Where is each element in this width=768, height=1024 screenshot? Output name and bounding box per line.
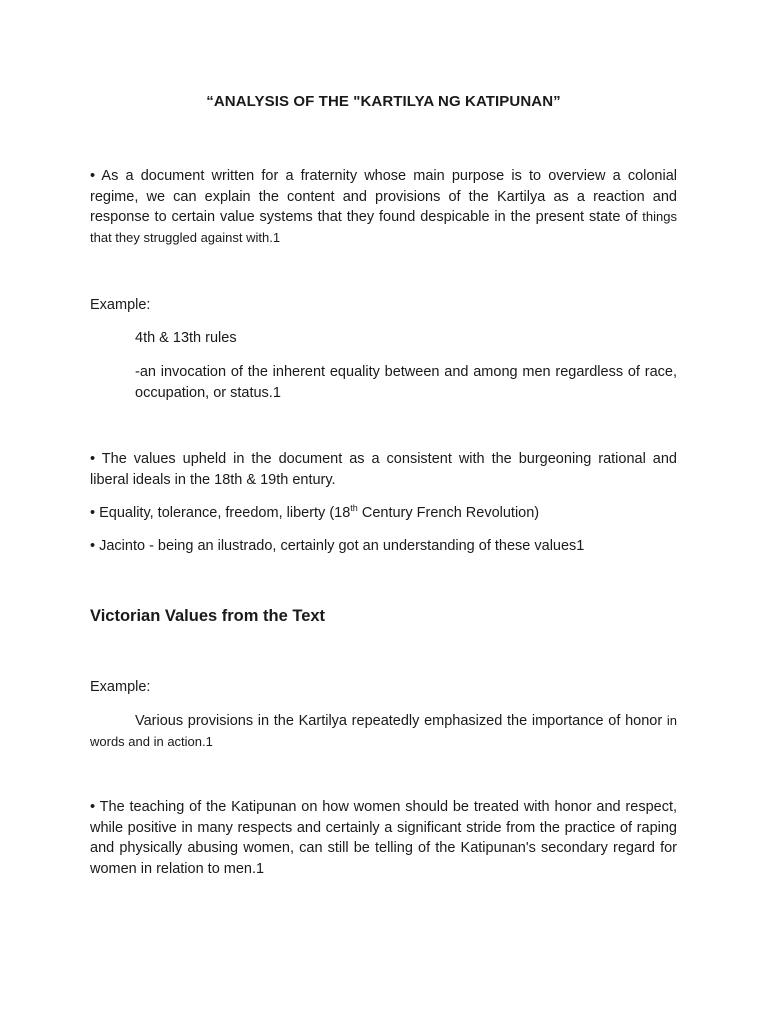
example-label-1: Example: — [90, 297, 151, 313]
paragraph-women: • The teaching of the Katipunan on how women should be treated with honor and respect, while positive in many respects and certainly a significant stride from the practice of raping and physically abusing women, can still be telling of the Katipunan's secondary regard for women in relation to men.1 — [90, 799, 677, 877]
equality-text-before: • Equality, tolerance, freedom, liberty (18 — [90, 505, 351, 521]
paragraph-intro-tail: things that they struggled against with.1 — [90, 209, 677, 245]
paragraph-equality — [90, 503, 677, 524]
section-heading: Victorian Values from the Text — [90, 607, 326, 625]
example-rule: 4th & 13th rules — [135, 330, 237, 346]
paragraph-values: • The values upheld in the document as a consistent with the burgeoning rational and liberal ideals in the 18th & 19th entury. — [90, 451, 677, 488]
document-title: “ANALYSIS OF THE "KARTILYA NG KATIPUNAN” — [206, 93, 561, 110]
example-text-2 — [90, 711, 677, 752]
example-text-1: -an invocation of the inherent equality between and among men regardless of race, occupation, or status.1 — [135, 364, 677, 401]
example-label-2: Example: — [90, 679, 151, 695]
equality-text-after: Century French Revolution) — [357, 505, 540, 521]
example-text-2-main: Various provisions in the Kartilya repeatedly emphasized the importance of honor — [135, 713, 667, 729]
paragraph-intro-main: • As a document written for a fraternity whose main purpose is to overview a colonial regime, we can explain the content and provisions of the Kartilya as a reaction and response to certain value systems that they found despicable in the present state of — [90, 168, 677, 225]
example-text-2-tail: in words and in action.1 — [90, 713, 677, 749]
equality-superscript: th — [350, 503, 358, 514]
paragraph-jacinto: • Jacinto - being an ilustrado, certainly got an understanding of these values1 — [90, 538, 585, 554]
paragraph-intro — [90, 166, 677, 248]
